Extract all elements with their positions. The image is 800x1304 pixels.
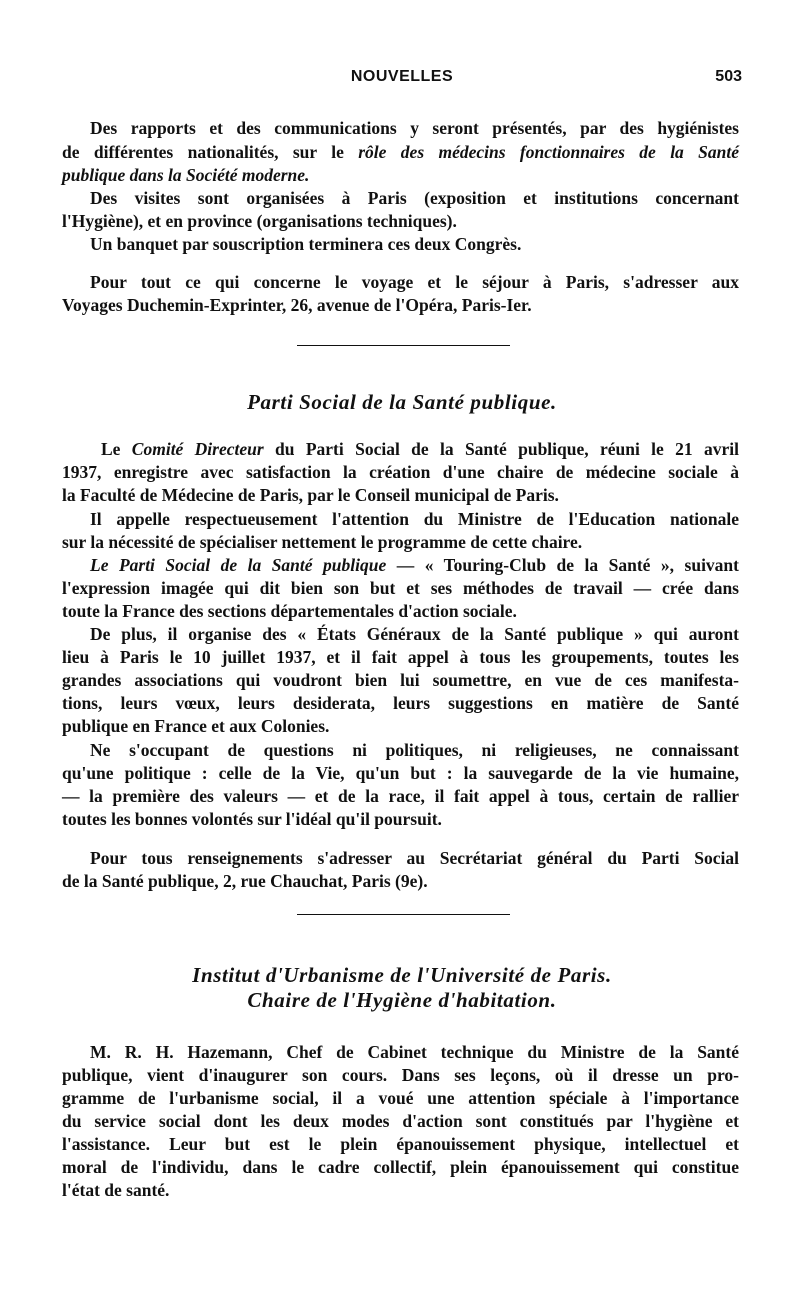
text-line: grandes associations qui voudront bien lui soumettre, en vue de ces manifesta- [62, 670, 739, 690]
text-line: moral de l'individu, dans le cadre collectif, plein épanouissement qui constitue [62, 1157, 739, 1177]
text-line: Le Parti Social de la Santé publique — « Touring-Club de la Santé », suivant [90, 555, 739, 575]
page-number: 503 [715, 68, 742, 85]
running-title: NOUVELLES [350, 68, 454, 85]
text-line: Des rapports et des communications y seront présentés, par des hygiénistes [90, 118, 739, 138]
text-line: de la Santé publique, 2, rue Chauchat, Paris (9e). [62, 871, 428, 891]
text-line: toute la France des sections départementales d'action sociale. [62, 601, 517, 621]
text-line: Pour tous renseignements s'adresser au Secrétariat général du Parti Social [90, 848, 739, 868]
text-line: tions, leurs vœux, leurs desiderata, leurs suggestions en matière de Santé [62, 693, 739, 713]
text-line: Il appelle respectueusement l'attention du Ministre de l'Education nationale [90, 509, 739, 529]
page-header [62, 68, 742, 92]
text-line: publique dans la Société moderne. [62, 165, 310, 185]
section-subheading: Chaire de l'Hygiène d'habitation. [247, 988, 557, 1012]
text-line: Un banquet par souscription terminera ces deux Congrès. [90, 234, 522, 254]
text-line: l'Hygiène), et en province (organisations techniques). [62, 211, 457, 231]
text-line: l'assistance. Leur but est le plein épanouissement physique, intellectuel et [62, 1134, 739, 1154]
text-line: publique, vient d'inaugurer son cours. Dans ses leçons, où il dresse un pro- [62, 1065, 739, 1085]
text-line: Le Comité Directeur du Parti Social de la Santé publique, réuni le 21 avril [101, 439, 739, 459]
text-line: Pour tout ce qui concerne le voyage et le séjour à Paris, s'adresser aux [90, 272, 739, 292]
section-heading: Parti Social de la Santé publique. [247, 390, 557, 414]
section-heading: Institut d'Urbanisme de l'Université de Paris. [192, 963, 612, 987]
text-line: lieu à Paris le 10 juillet 1937, et il fait appel à tous les groupements, toutes les [62, 647, 739, 667]
text-line: Ne s'occupant de questions ni politiques, ni religieuses, ne connaissant [90, 740, 739, 760]
text-line: Des visites sont organisées à Paris (exposition et institutions concernant [90, 188, 739, 208]
text-line: qu'une politique : celle de la Vie, qu'un but : la sauvegarde de la vie humaine, [62, 763, 739, 783]
text-line: du service social dont les deux modes d'action sont constitués par l'hygiène et [62, 1111, 739, 1131]
text-line: — la première des valeurs — et de la race, il fait appel à tous, certain de rallier [62, 786, 739, 806]
section-divider [297, 345, 510, 346]
section-divider [297, 914, 510, 915]
text-line: sur la nécessité de spécialiser nettement le programme de cette chaire. [62, 532, 583, 552]
text-line: publique en France et aux Colonies. [62, 716, 330, 736]
text-line: Voyages Duchemin-Exprinter, 26, avenue de l'Opéra, Paris-Ier. [62, 295, 532, 315]
text-line: l'expression imagée qui dit bien son but et ses méthodes de travail — crée dans [62, 578, 739, 598]
text-line: la Faculté de Médecine de Paris, par le Conseil municipal de Paris. [62, 485, 559, 505]
text-line: M. R. H. Hazemann, Chef de Cabinet technique du Ministre de la Santé [90, 1042, 739, 1062]
text-line: toutes les bonnes volontés sur l'idéal qu'il poursuit. [62, 809, 442, 829]
text-line: de différentes nationalités, sur le rôle des médecins fonctionnaires de la Santé [62, 142, 740, 162]
text-line: De plus, il organise des « États Généraux de la Santé publique » qui auront [90, 624, 739, 644]
text-line: gramme de l'urbanisme social, il a voué une attention spéciale à l'importance [62, 1088, 739, 1108]
text-line: 1937, enregistre avec satisfaction la création d'une chaire de médecine sociale à [62, 462, 739, 482]
text-line: l'état de santé. [62, 1180, 170, 1200]
